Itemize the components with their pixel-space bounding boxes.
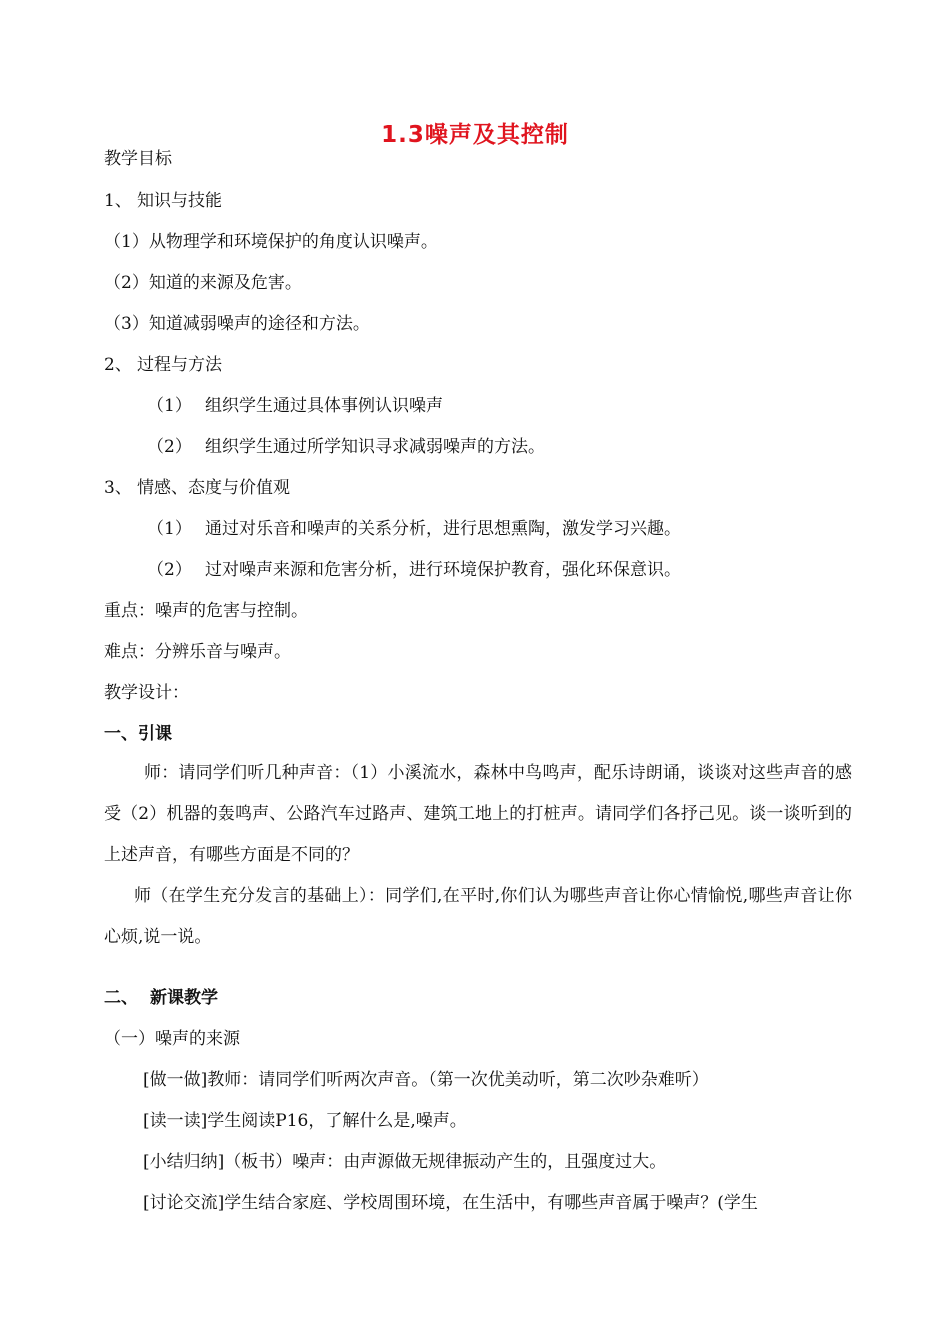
intro-paragraph-1: 师：请同学们听几种声音：（1）小溪流水，森林中鸟鸣声，配乐诗朗诵，谈谈对这些声音的感受（2）机器的轰鸣声、公路汽车过路声、建筑工地上的打桩声。请同学们各抒己见。谈一谈听到的上述声音，有哪些方面是不同的？ [104, 763, 852, 865]
goal-3-item-2 [147, 559, 681, 581]
goal-2-item-2 [147, 436, 545, 458]
goal-1-title: 知识与技能 [137, 191, 222, 211]
goal-1-item-2: （2）知道的来源及危害。 [104, 273, 302, 293]
goal-2-title: 过程与方法 [137, 355, 222, 375]
activity-item-2: [读一读]学生阅读P16，了解什么是,噪声。 [143, 1111, 467, 1131]
goal-1-item-3: （3）知道减弱噪声的途径和方法。 [104, 314, 370, 334]
goal-1-number: 1、 [104, 191, 132, 211]
activity-item-4: [讨论交流]学生结合家庭、学校周围环境，在生活中，有哪些声音属于噪声？(学生 [143, 1193, 758, 1213]
goal-3-item-1-number: （1） [147, 519, 192, 539]
goal-2-item-1 [147, 395, 443, 417]
goal-2-heading [104, 354, 222, 376]
goal-3-heading [104, 477, 290, 499]
teaching-goals-label: 教学目标 [104, 149, 172, 169]
goal-2-item-1-number: （1） [147, 396, 192, 416]
goal-3-number: 3、 [104, 478, 132, 498]
section-2-number: 二、 [104, 988, 138, 1008]
section-1-heading: 一、引课 [104, 724, 172, 744]
goal-3-item-1 [147, 518, 681, 540]
section-2-title: 新课教学 [150, 988, 218, 1008]
key-point: 重点：噪声的危害与控制。 [104, 601, 308, 621]
goal-2-item-2-text: 组织学生通过所学知识寻求减弱噪声的方法。 [205, 437, 545, 457]
goal-2-number: 2、 [104, 355, 132, 375]
activity-item-1: [做一做]教师：请同学们听两次声音。（第一次优美动听，第二次吵杂难听） [143, 1070, 709, 1090]
subsection-1-heading: （一）噪声的来源 [104, 1029, 240, 1049]
teaching-design-label: 教学设计： [104, 683, 189, 703]
difficult-point: 难点：分辨乐音与噪声。 [104, 642, 291, 662]
activity-item-3: [小结归纳]（板书）噪声：由声源做无规律振动产生的，且强度过大。 [143, 1152, 667, 1172]
intro-paragraph-2: 师（在学生充分发言的基础上）：同学们,在平时,你们认为哪些声音让你心情愉悦,哪些声音让你心烦,说一说。 [104, 886, 852, 947]
goal-2-item-2-number: （2） [147, 437, 192, 457]
goal-3-item-1-text: 通过对乐音和噪声的关系分析，进行思想熏陶，激发学习兴趣。 [205, 519, 681, 539]
document-title: 1.3噪声及其控制 [381, 122, 569, 148]
goal-3-item-2-text: 过对噪声来源和危害分析，进行环境保护教育，强化环保意识。 [205, 560, 681, 580]
section-2-heading [104, 987, 218, 1009]
goal-1-heading [104, 190, 222, 212]
goal-2-item-1-text: 组织学生通过具体事例认识噪声 [205, 396, 443, 416]
goal-1-item-1: （1）从物理学和环境保护的角度认识噪声。 [104, 232, 438, 252]
goal-3-title: 情感、态度与价值观 [137, 478, 290, 498]
goal-3-item-2-number: （2） [147, 560, 192, 580]
